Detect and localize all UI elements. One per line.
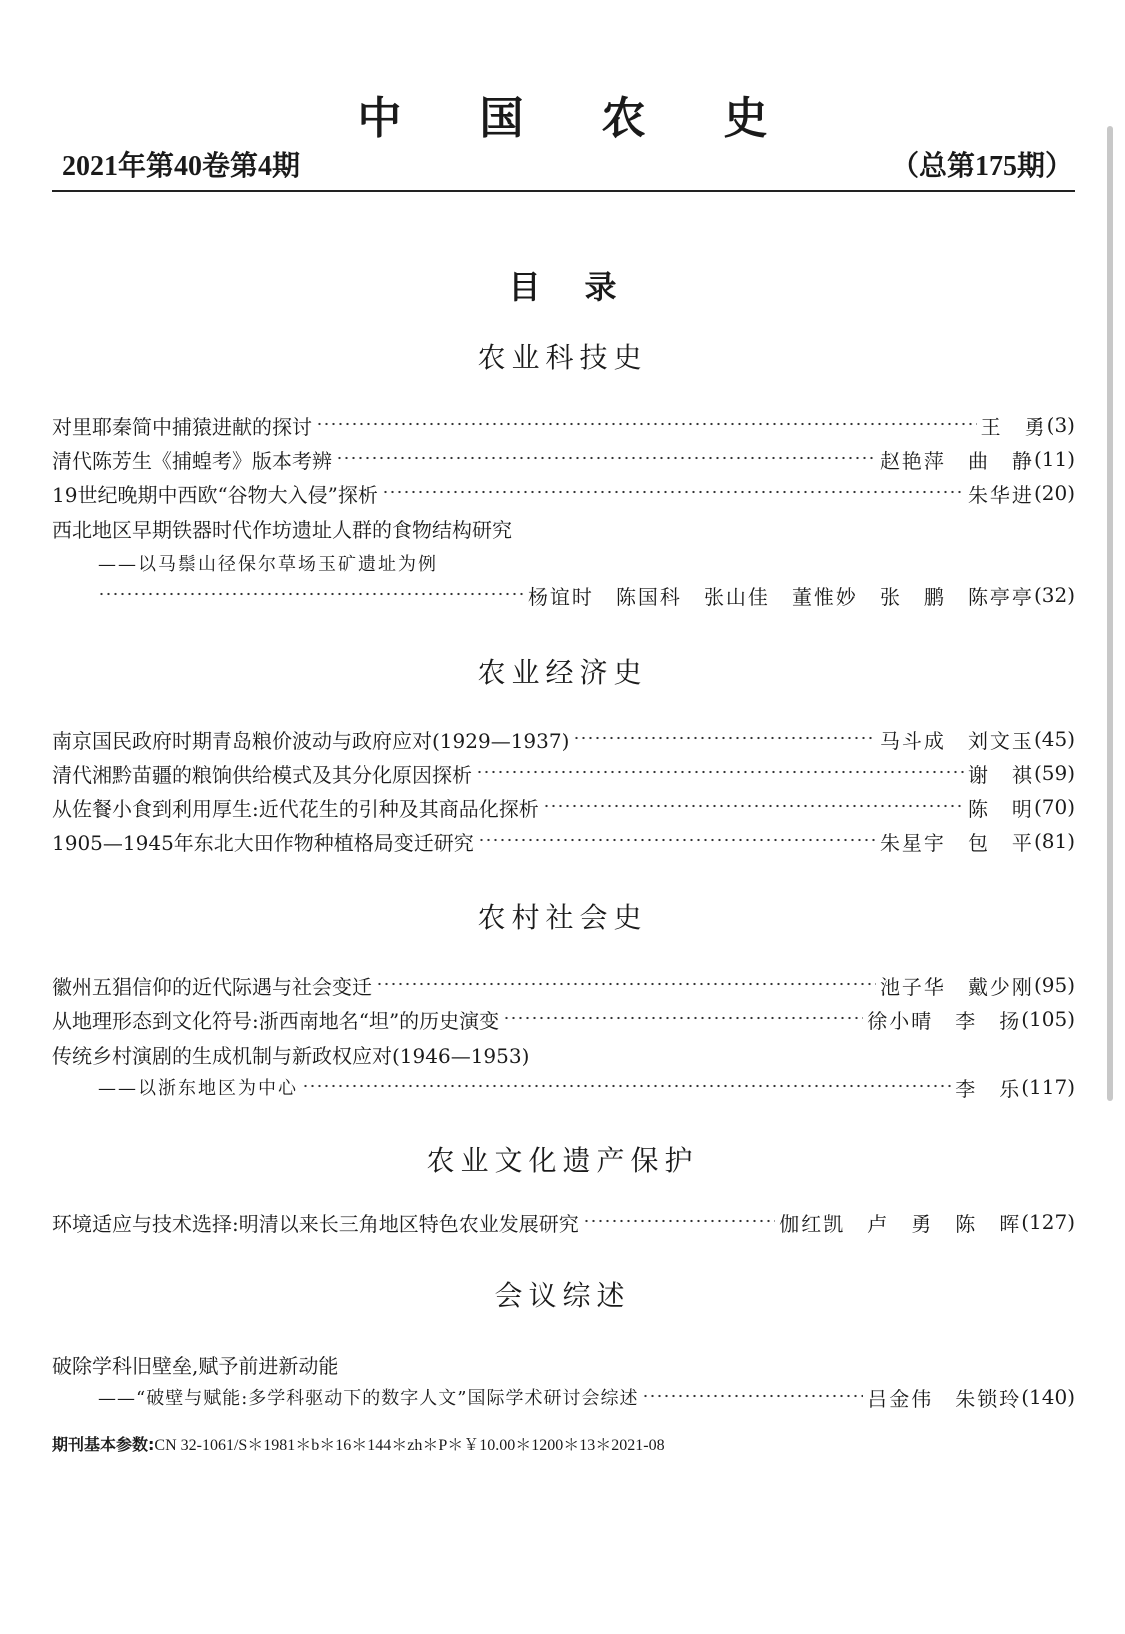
- leader-dots: [583, 1218, 775, 1224]
- toc-entry[interactable]: [52, 824, 1075, 858]
- author: 曲 静: [967, 448, 1034, 473]
- author: 朱星宇: [879, 830, 946, 855]
- section-title: 农业科技史: [477, 341, 648, 374]
- author: 马斗成: [879, 728, 946, 753]
- entry-title: 清代陈芳生《捕蝗考》版本考辨: [52, 448, 332, 473]
- entry-title: 1905—1945年东北大田作物种植格局变迁研究: [52, 830, 474, 855]
- toc-entry[interactable]: [52, 1002, 1075, 1036]
- entry-title[interactable]: 西北地区早期铁器时代作坊遗址人群的食物结构研究: [52, 518, 512, 542]
- entry-authors: [867, 1383, 1021, 1412]
- total-issue-number: （总第175期）: [890, 151, 1073, 182]
- entry-page: (95): [1033, 973, 1075, 997]
- toc-entry-continuation[interactable]: [98, 578, 1075, 612]
- author: 包 平: [967, 830, 1034, 855]
- author: 陈 明: [967, 796, 1034, 821]
- leader-dots: [573, 735, 876, 741]
- entry-authors: [968, 759, 1034, 788]
- entry-authors: [880, 971, 1034, 1000]
- entry-title: 环境适应与技术选择:明清以来长三角地区特色农业发展研究: [52, 1211, 579, 1236]
- entry-authors: [880, 827, 1034, 856]
- toc-entry[interactable]: [52, 722, 1075, 756]
- leader-dots: [382, 489, 964, 495]
- entry-subtitle: ——以马鬃山径保尔草场玉矿遗址为例: [98, 554, 438, 575]
- author: 池子华: [879, 974, 946, 999]
- author: 陈国科: [615, 584, 682, 609]
- entry-page: (3): [1046, 413, 1075, 437]
- journal-title: 中国农史: [357, 93, 846, 144]
- leader-dots: [336, 455, 876, 461]
- section-title: 农业文化遗产保护: [426, 1144, 699, 1177]
- author: 王 勇: [980, 414, 1047, 439]
- toc-entry[interactable]: [52, 1205, 1075, 1239]
- params-label: 期刊基本参数:: [52, 1435, 155, 1454]
- entry-title[interactable]: 破除学科旧壁垒,赋予前进新动能: [52, 1354, 339, 1378]
- entry-page: (11): [1033, 447, 1075, 471]
- entry-subtitle: ——“破壁与赋能:多学科驱动下的数字人文”国际学术研讨会综述: [98, 1388, 639, 1409]
- entry-page: (105): [1021, 1007, 1075, 1031]
- author: 杨谊时: [527, 584, 594, 609]
- author: 李 乐: [955, 1076, 1022, 1101]
- author: 李 扬: [955, 1008, 1022, 1033]
- entry-title: 清代湘黔苗疆的粮饷供给模式及其分化原因探析: [52, 762, 472, 787]
- author: 董惟妙: [791, 584, 858, 609]
- entry-page: (117): [1021, 1075, 1075, 1099]
- entry-authors: [880, 725, 1034, 754]
- issue-header: [52, 150, 1075, 192]
- entry-authors: [981, 411, 1047, 440]
- author: 谢 祺: [967, 762, 1034, 787]
- toc-entry-continuation[interactable]: [98, 1070, 1075, 1104]
- toc-entry[interactable]: [52, 756, 1075, 790]
- entry-subtitle: ——以浙东地区为中心: [98, 1078, 298, 1099]
- author: 赵艳萍: [879, 448, 946, 473]
- author: 陈 晖: [955, 1211, 1022, 1236]
- author: 朱锁玲: [955, 1386, 1022, 1411]
- entry-authors: [968, 479, 1034, 508]
- toc-entry[interactable]: [52, 408, 1075, 442]
- entry-title[interactable]: 传统乡村演剧的生成机制与新政权应对(1946—1953): [52, 1044, 530, 1068]
- author: 卢 勇: [867, 1211, 934, 1236]
- section-title: 农业经济史: [477, 656, 648, 689]
- entry-title: 从佐餐小食到利用厚生:近代花生的引种及其商品化探析: [52, 796, 539, 821]
- author: 刘文玉: [967, 728, 1034, 753]
- entry-page: (70): [1033, 795, 1075, 819]
- leader-dots: [543, 803, 964, 809]
- entry-authors: [955, 1073, 1021, 1102]
- author: 陈亭亭: [967, 584, 1034, 609]
- entry-page: (140): [1021, 1385, 1075, 1409]
- entry-page: (59): [1033, 761, 1075, 785]
- leader-dots: [98, 591, 524, 597]
- author: 张 鹏: [879, 584, 946, 609]
- entry-authors: [867, 1005, 1021, 1034]
- entry-page: (32): [1033, 583, 1075, 607]
- toc-entry[interactable]: [52, 790, 1075, 824]
- author: 伽红凯: [779, 1211, 846, 1236]
- entry-authors: [880, 445, 1034, 474]
- leader-dots: [478, 837, 876, 843]
- entry-title: 徽州五猖信仰的近代际遇与社会变迁: [52, 974, 372, 999]
- toc-entry[interactable]: [52, 476, 1075, 510]
- author: 张山佳: [703, 584, 770, 609]
- author: 朱华进: [967, 482, 1034, 507]
- issue-number: 2021年第40卷第4期: [62, 151, 301, 182]
- entry-page: (127): [1021, 1210, 1075, 1234]
- entry-title: 从地理形态到文化符号:浙西南地名“坦”的历史演变: [52, 1008, 500, 1033]
- params-value: CN 32-1061/S＊1981＊b＊16＊144＊zh＊P＊￥10.00＊1200＊13＊2021-08: [154, 1437, 665, 1454]
- toc-title: 目录: [508, 268, 661, 306]
- toc-entry[interactable]: [52, 968, 1075, 1002]
- author: 徐小晴: [867, 1008, 934, 1033]
- toc-entry-continuation[interactable]: [98, 1380, 1075, 1414]
- entry-page: (20): [1033, 481, 1075, 505]
- entry-authors: [779, 1208, 1021, 1237]
- leader-dots: [476, 769, 964, 775]
- entry-authors: [968, 793, 1034, 822]
- leader-dots: [376, 981, 876, 987]
- entry-page: (81): [1033, 829, 1075, 853]
- leader-dots: [316, 421, 977, 427]
- author: 吕金伟: [867, 1386, 934, 1411]
- author: 戴少刚: [967, 974, 1034, 999]
- entry-page: (45): [1033, 727, 1075, 751]
- leader-dots: [642, 1393, 863, 1399]
- scrollbar[interactable]: [1107, 126, 1113, 1101]
- entry-title: 对里耶秦简中捕猿进献的探讨: [52, 414, 312, 439]
- entry-authors: [528, 581, 1034, 610]
- toc-entry[interactable]: [52, 442, 1075, 476]
- journal-parameters: [52, 1432, 665, 1455]
- entry-title: 南京国民政府时期青岛粮价波动与政府应对(1929—1937): [52, 728, 570, 753]
- leader-dots: [302, 1083, 951, 1089]
- section-title: 农村社会史: [477, 901, 648, 934]
- leader-dots: [503, 1015, 863, 1021]
- section-title: 会议综述: [494, 1279, 631, 1312]
- entry-title: 19世纪晚期中西欧“谷物大入侵”探析: [52, 482, 378, 507]
